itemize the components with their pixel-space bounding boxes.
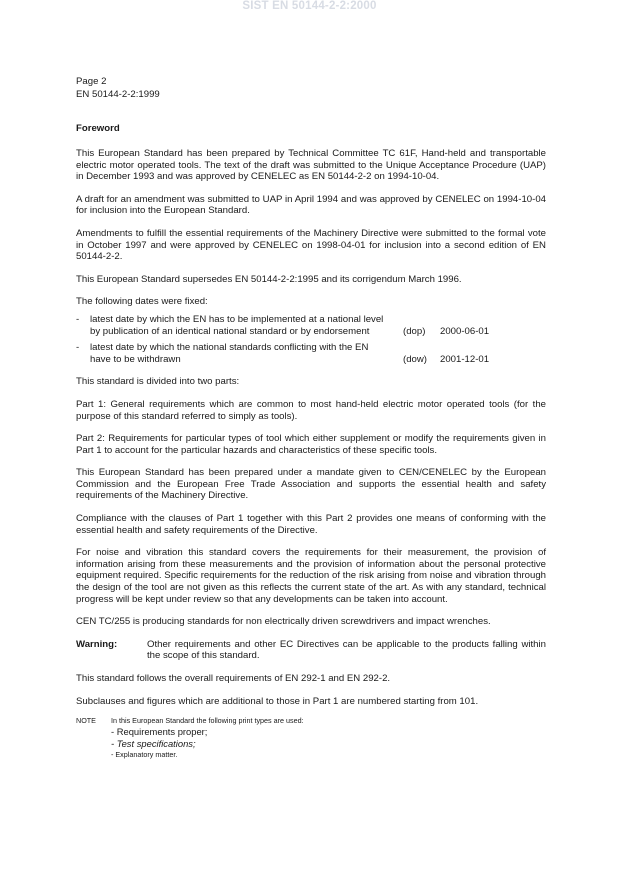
paragraph-en-292: This standard follows the overall requirements of EN 292-1 and EN 292-2. [76, 673, 391, 684]
page-label: Page 2 [76, 76, 107, 87]
document-page [76, 75, 546, 760]
date-row-dop [76, 314, 546, 337]
foreword-title: Foreword [76, 123, 120, 134]
note-item-explanatory: - Explanatory matter. [111, 749, 178, 759]
paragraph-noise-vibration: For noise and vibration this standard covers the requirements for their measurement, the provision of information arising from these measurements and the provision of information about the personal protective equipment required. Specific requirements for the reduction of the risk arising from noise and vibration through the design of the tool are not given as this reflects the current state of the art. As with any standard, technical progress will be kept under review so that any developments can be taken into account. [76, 547, 546, 605]
list-dash: - [76, 313, 80, 325]
date-code: (dow) [403, 353, 427, 365]
doc-code: EN 50144-2-2:1999 [76, 89, 160, 100]
warning-text: Other requirements and other EC Directives can be applicable to the products falling within the scope of this standard. [147, 638, 546, 662]
note-label: NOTE [76, 716, 96, 726]
date-value: 2000-06-01 [440, 325, 490, 337]
note-text: In this European Standard the following print types are used: [111, 716, 304, 726]
note-block [76, 716, 546, 760]
list-dash: - [76, 342, 80, 354]
date-description: latest date by which the national standards conflicting with the EN have to be withdrawn [90, 342, 369, 365]
date-code: (dop) [403, 325, 426, 337]
date-value: 2001-12-01 [440, 353, 490, 365]
paragraph-mandate: This European Standard has been prepared under a mandate given to CEN/CENELEC by the European Commission and the European Free Trade Association and supports the essential health and safety requirements of the Machinery Directive. [76, 467, 546, 502]
date-description: latest date by which the EN has to be implemented at a national level by publication of an identical national standard or by endorsement [90, 313, 384, 337]
note-item-test-specifications: - Test specifications; [111, 737, 196, 749]
paragraph-compliance: Compliance with the clauses of Part 1 together with this Part 2 provides one means of conforming with the essential health and safety requirements of the Directive. [76, 513, 546, 536]
watermark: SIST EN 50144-2-2:2000 [242, 0, 377, 12]
warning-label: Warning: [76, 638, 118, 650]
note-item-requirements: - Requirements proper; [111, 725, 208, 737]
paragraph-cen-tc: CEN TC/255 is producing standards for non electrically driven screwdrivers and impact wrenches. [76, 616, 491, 628]
paragraph-subclauses: Subclauses and figures which are additional to those in Part 1 are numbered starting from 101. [76, 695, 479, 707]
paragraph-amendment-draft: A draft for an amendment was submitted to UAP in April 1994 and was approved by CENELEC on 1994-10-04 for inclusion into the European Standard. [76, 193, 546, 217]
paragraph-part-1: Part 1: General requirements which are common to most hand-held electric motor operated tools (for the purpose of this standard referred to simply as tools). [76, 398, 546, 422]
paragraph-dates-intro: The following dates were fixed: [76, 296, 208, 308]
paragraph-committee: This European Standard has been prepared by Technical Committee TC 61F, Hand-held and transportable electric motor operated tools. The text of the draft was submitted to the Unique Acceptance Procedure (UAP) in December 1993 and was approved by CENELEC as EN 50144-2-2 on 1994-10-04. [76, 148, 546, 183]
paragraph-machinery-directive: Amendments to fulfill the essential requirements of the Machinery Directive were submitted to the formal vote in October 1997 and were approved by CENELEC on 1998-04-01 for inclusion into a second edition of EN 50144-2-2. [76, 227, 546, 263]
paragraph-two-parts: This standard is divided into two parts: [76, 376, 240, 388]
dates-list [76, 314, 546, 365]
date-row-dow [76, 342, 546, 365]
warning-block [76, 639, 546, 662]
paragraph-supersedes: This European Standard supersedes EN 50144-2-2:1995 and its corrigendum March 1996. [76, 273, 462, 285]
paragraph-part-2: Part 2: Requirements for particular types of tool which either supplement or modify the requirements given in Part 1 to account for the particular hazards and characteristics of these specific tools. [76, 433, 546, 456]
